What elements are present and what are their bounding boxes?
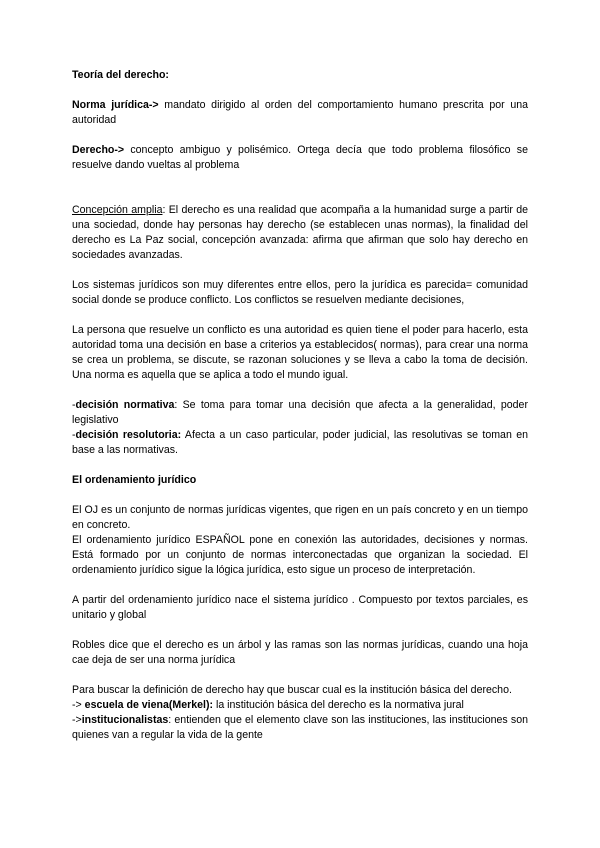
text-decision-resolutoria: Afecta a un caso particular, poder judicial, las resolutivas se toman en base a las normativas. <box>72 429 528 456</box>
paragraph-sistema-juridico: A partir del ordenamiento jurídico nace el sistema jurídico . Compuesto por textos parciales, es unitario y global <box>72 594 528 621</box>
arrow-symbol: -> <box>72 714 82 726</box>
arrow-symbol: -> <box>114 144 125 156</box>
dash-symbol: - <box>72 399 76 411</box>
item-institucionalistas <box>72 713 528 743</box>
item-escuela-viena <box>72 698 528 713</box>
definition-derecho: concepto ambiguo y polisémico. Ortega decía que todo problema filosófico se resuelve dando vueltas al problema <box>72 144 528 171</box>
paragraph-robles: Robles dice que el derecho es un árbol y las ramas son las normas jurídicas, cuando una hoja cae deja de ser una norma jurídica <box>72 639 528 666</box>
paragraph-oj-definicion: El OJ es un conjunto de normas jurídicas vigentes, que rigen en un país concreto y en un tiempo en concreto. <box>72 504 528 531</box>
paragraph-norma-juridica <box>72 98 528 128</box>
paragraph-derecho <box>72 143 528 173</box>
paragraph-buscar-definicion: Para buscar la definición de derecho hay que buscar cual es la institución básica del derecho. <box>72 684 512 696</box>
dash-symbol: - <box>72 429 76 441</box>
text-escuela-viena: la institución básica del derecho es la normativa jural <box>213 699 464 711</box>
term-norma-juridica: Norma jurídica <box>72 99 149 111</box>
paragraph-persona-autoridad: La persona que resuelve un conflicto es una autoridad es quien tiene el poder para hacerlo, esta autoridad toma una decisión en base a criterios ya establecidos( normas), para crear una norma se crea un problema, se discute, se razonan soluciones y se lleva a cabo la toma de decisión. Una norma es aquella que se aplica a todo el mundo igual. <box>72 324 528 381</box>
text-institucionalistas: : entienden que el elemento clave son las instituciones, las instituciones son quienes van a regular la vida de la gente <box>72 714 528 741</box>
paragraph-concepcion-amplia <box>72 203 528 263</box>
text-concepcion-amplia: : El derecho es una realidad que acompaña a la humanidad surge a partir de una sociedad, donde hay personas hay derecho (se establecen unas normas), la finalidad del derecho es La Paz social, concepción avanzada: afirma que afirman que solo hay derecho en sociedades avanzadas. <box>72 204 528 261</box>
term-institucionalistas: institucionalistas <box>81 714 169 726</box>
term-decision-normativa: decisión normativa <box>75 399 175 411</box>
arrow-symbol: -> <box>148 99 159 111</box>
section-heading-ordenamiento: El ordenamiento jurídico <box>72 474 197 486</box>
term-derecho: Derecho <box>72 144 115 156</box>
paragraph-oj-espanol: El ordenamiento jurídico ESPAÑOL pone en conexión las autoridades, decisiones y normas. Está formado por un conjunto de normas interconectadas que organizan la sociedad. El ordenamiento jurídico sigue la lógica jurídica, esto sigue un proceso de interpretación. <box>72 534 528 576</box>
item-decision-resolutoria <box>72 428 528 458</box>
label-concepcion-amplia: Concepción amplia <box>72 204 163 216</box>
definition-norma-juridica: mandato dirigido al orden del comportamiento humano prescrita por una autoridad <box>72 99 528 126</box>
document-page <box>72 68 528 743</box>
paragraph-sistemas-juridicos: Los sistemas jurídicos son muy diferentes entre ellos, pero la jurídica es parecida= comunidad social donde se produce conflicto. Los conflictos se resuelven mediante decisiones, <box>72 279 528 306</box>
term-decision-resolutoria: decisión resolutoria: <box>75 429 182 441</box>
item-decision-normativa <box>72 398 528 428</box>
text-decision-normativa: : Se toma para tomar una decisión que afecta a la generalidad, poder legislativo <box>72 399 528 426</box>
term-escuela-viena: escuela de viena(Merkel): <box>84 699 214 711</box>
document-title: Teoría del derecho: <box>72 69 169 81</box>
arrow-symbol: -> <box>72 699 85 711</box>
